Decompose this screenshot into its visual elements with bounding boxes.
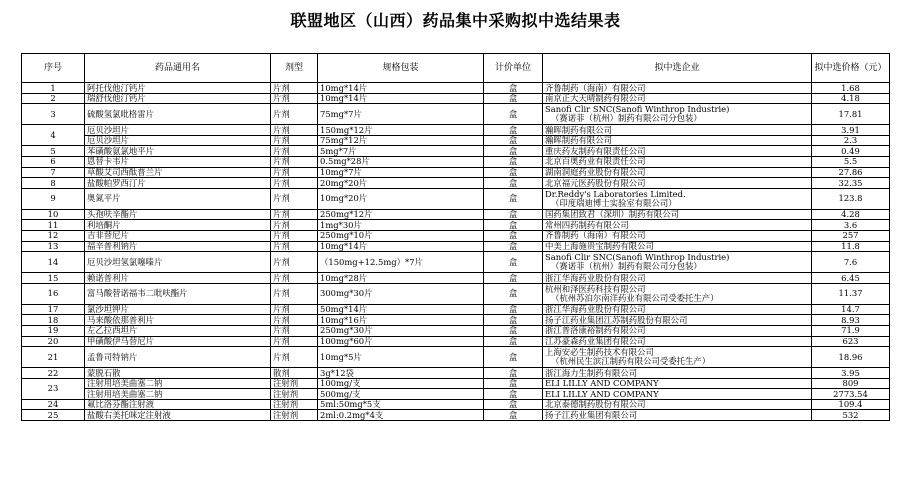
cell-spec: 10mg*28片 — [318, 273, 484, 284]
cell-name: 甲磺酸伊马替尼片 — [85, 336, 271, 347]
header-price: 拟中选价格（元） — [812, 54, 890, 83]
cell-name: 瑞舒伐他汀钙片 — [85, 93, 271, 104]
table-row — [22, 220, 890, 231]
header-index: 序号 — [22, 54, 85, 83]
cell-unit: 盒 — [484, 125, 543, 136]
cell-company — [543, 304, 812, 315]
company-name: 扬子江药业集团有限公司 — [545, 409, 638, 420]
cell-form: 片剂 — [271, 304, 318, 315]
cell-price: 18.96 — [812, 347, 890, 368]
cell-price: 3.91 — [812, 125, 890, 136]
table-row — [22, 241, 890, 252]
cell-form: 片剂 — [271, 315, 318, 326]
cell-form: 片剂 — [271, 93, 318, 104]
cell-company — [543, 188, 812, 209]
cell-index: 7 — [22, 167, 85, 178]
table-row — [22, 104, 890, 125]
header-company: 拟中选企业 — [543, 54, 812, 83]
cell-unit: 盒 — [484, 220, 543, 231]
cell-spec: 2ml:0.2mg*4支 — [318, 410, 484, 421]
cell-spec: 20mg*20片 — [318, 178, 484, 189]
cell-spec: 5ml:50mg*5支 — [318, 399, 484, 410]
company-name: 湖南洞庭药业股份有限公司 — [545, 167, 646, 178]
company-name: Dr.Reddy's Laboratories Limited. — [545, 188, 686, 199]
cell-price: 14.7 — [812, 304, 890, 315]
cell-price: 809 — [812, 378, 890, 389]
company-name: 浙江华海药业股份有限公司 — [545, 304, 646, 315]
cell-form: 片剂 — [271, 104, 318, 125]
cell-form: 片剂 — [271, 209, 318, 220]
cell-price: 0.49 — [812, 146, 890, 157]
cell-index: 17 — [22, 304, 85, 315]
cell-unit: 盒 — [484, 93, 543, 104]
cell-spec: 100mg/支 — [318, 378, 484, 389]
cell-company — [543, 378, 812, 389]
cell-index: 16 — [22, 283, 85, 304]
cell-form: 片剂 — [271, 325, 318, 336]
cell-company — [543, 368, 812, 379]
cell-name: 氯沙坦钾片 — [85, 304, 271, 315]
table-row — [22, 167, 890, 178]
cell-price: 623 — [812, 336, 890, 347]
company-name: 上海安必生制药技术有限公司 — [545, 347, 654, 358]
company-name: 瀚晖制药有限公司 — [545, 135, 612, 146]
cell-price: 1.68 — [812, 83, 890, 94]
company-name: Sanofi Clir SNC(Sanofi Winthrop Industrie) — [545, 104, 730, 115]
table-row — [22, 283, 890, 304]
cell-price: 257 — [812, 230, 890, 241]
cell-company — [543, 146, 812, 157]
header-form: 剂型 — [271, 54, 318, 83]
cell-form: 注射剂 — [271, 389, 318, 400]
cell-form: 片剂 — [271, 156, 318, 167]
cell-form: 片剂 — [271, 220, 318, 231]
cell-form: 片剂 — [271, 188, 318, 209]
cell-price: 11.8 — [812, 241, 890, 252]
cell-company — [543, 125, 812, 136]
cell-name: 厄贝沙坦片 — [85, 125, 271, 136]
cell-unit: 盒 — [484, 178, 543, 189]
cell-index: 1 — [22, 83, 85, 94]
company-note: （印度瑞迪博士实验室有限公司） — [551, 197, 677, 208]
cell-unit: 盒 — [484, 83, 543, 94]
cell-company — [543, 135, 812, 146]
cell-name: 厄贝沙坦氢氯噻嗪片 — [85, 252, 271, 273]
cell-price: 6.45 — [812, 273, 890, 284]
cell-name: 马来酸依那普利片 — [85, 315, 271, 326]
cell-unit: 盒 — [484, 283, 543, 304]
cell-company — [543, 178, 812, 189]
cell-company — [543, 167, 812, 178]
company-name: 南京正大天晴制药有限公司 — [545, 93, 646, 104]
company-name: 浙江海力生制药有限公司 — [545, 367, 638, 378]
table-row — [22, 368, 890, 379]
table-row — [22, 399, 890, 410]
cell-price: 4.18 — [812, 93, 890, 104]
cell-company — [543, 325, 812, 336]
table-row — [22, 378, 890, 389]
cell-form: 片剂 — [271, 230, 318, 241]
cell-spec: 10mg*20片 — [318, 188, 484, 209]
cell-form: 片剂 — [271, 336, 318, 347]
cell-name: 利培酮片 — [85, 220, 271, 231]
cell-unit: 盒 — [484, 241, 543, 252]
cell-index: 4 — [22, 125, 85, 146]
company-note: （赛诺菲（杭州）制药有限公司分包装） — [551, 113, 702, 124]
table-row — [22, 410, 890, 421]
page-title: 联盟地区（山西）药品集中采购拟中选结果表 — [290, 11, 621, 30]
table-body — [22, 83, 890, 421]
company-name: 北京百奥药业有限责任公司 — [545, 156, 646, 167]
cell-unit: 盒 — [484, 209, 543, 220]
cell-index: 9 — [22, 188, 85, 209]
cell-spec: 250mg*10片 — [318, 230, 484, 241]
cell-form: 片剂 — [271, 178, 318, 189]
cell-company — [543, 93, 812, 104]
cell-form: 注射剂 — [271, 399, 318, 410]
cell-form: 片剂 — [271, 125, 318, 136]
cell-name: 苯磺酸氨氯地平片 — [85, 146, 271, 157]
table-row — [22, 125, 890, 136]
cell-spec: 250mg*30片 — [318, 325, 484, 336]
cell-price: 27.86 — [812, 167, 890, 178]
table-row — [22, 336, 890, 347]
cell-company — [543, 156, 812, 167]
table-row — [22, 230, 890, 241]
cell-company — [543, 336, 812, 347]
cell-name: 富马酸替诺福韦二吡呋酯片 — [85, 283, 271, 304]
cell-name: 盐酸右美托咪定注射液 — [85, 410, 271, 421]
cell-index: 5 — [22, 146, 85, 157]
cell-price: 3.95 — [812, 368, 890, 379]
cell-unit: 盒 — [484, 304, 543, 315]
cell-form: 散剂 — [271, 368, 318, 379]
cell-unit: 盒 — [484, 252, 543, 273]
header-spec: 规格包装 — [318, 54, 484, 83]
cell-index: 11 — [22, 220, 85, 231]
cell-price: 17.81 — [812, 104, 890, 125]
cell-spec: 1mg*30片 — [318, 220, 484, 231]
cell-index: 10 — [22, 209, 85, 220]
cell-price: 11.37 — [812, 283, 890, 304]
cell-unit: 盒 — [484, 336, 543, 347]
cell-spec: 50mg*14片 — [318, 304, 484, 315]
cell-index: 8 — [22, 178, 85, 189]
cell-company — [543, 410, 812, 421]
cell-spec: 150mg*12片 — [318, 125, 484, 136]
cell-spec: 3g*12袋 — [318, 368, 484, 379]
cell-spec: 10mg*14片 — [318, 241, 484, 252]
cell-company — [543, 283, 812, 304]
cell-name: 孟鲁司特钠片 — [85, 347, 271, 368]
cell-form: 注射剂 — [271, 378, 318, 389]
table-row — [22, 188, 890, 209]
table-row — [22, 389, 890, 400]
table-row — [22, 93, 890, 104]
company-name: 中美上海施贵宝制药有限公司 — [545, 241, 654, 252]
cell-company — [543, 83, 812, 94]
company-name: 浙江普洛康裕制药有限公司 — [545, 325, 646, 336]
cell-name: 注射用培美曲塞二钠 — [85, 389, 271, 400]
cell-spec: 10mg*14片 — [318, 93, 484, 104]
cell-index: 19 — [22, 325, 85, 336]
cell-name: 盐酸帕罗西汀片 — [85, 178, 271, 189]
table-row — [22, 135, 890, 146]
cell-name: 注射用培美曲塞二钠 — [85, 378, 271, 389]
cell-unit: 盒 — [484, 410, 543, 421]
cell-index: 22 — [22, 368, 85, 379]
cell-unit: 盒 — [484, 188, 543, 209]
cell-price: 109.4 — [812, 399, 890, 410]
cell-unit: 盒 — [484, 135, 543, 146]
cell-company — [543, 315, 812, 326]
cell-name: 硫酸氢氯吡格雷片 — [85, 104, 271, 125]
cell-unit: 盒 — [484, 368, 543, 379]
cell-index: 20 — [22, 336, 85, 347]
cell-index: 25 — [22, 410, 85, 421]
cell-unit: 盒 — [484, 378, 543, 389]
cell-company — [543, 252, 812, 273]
cell-price: 2773.54 — [812, 389, 890, 400]
cell-unit: 盒 — [484, 104, 543, 125]
table-row — [22, 209, 890, 220]
table-row — [22, 347, 890, 368]
cell-name: 福辛普利钠片 — [85, 241, 271, 252]
table-row — [22, 146, 890, 157]
cell-spec: 100mg*60片 — [318, 336, 484, 347]
company-name: 齐鲁制药（海南）有限公司 — [545, 82, 646, 93]
cell-name: 奥氮平片 — [85, 188, 271, 209]
cell-name: 左乙拉西坦片 — [85, 325, 271, 336]
cell-spec: 75mg*12片 — [318, 135, 484, 146]
cell-price: 32.35 — [812, 178, 890, 189]
company-name: 瀚晖制药有限公司 — [545, 124, 612, 135]
company-name: 重庆药友制药有限责任公司 — [545, 145, 646, 156]
header-unit: 计价单位 — [484, 54, 543, 83]
cell-price: 3.6 — [812, 220, 890, 231]
cell-index: 2 — [22, 93, 85, 104]
cell-company — [543, 230, 812, 241]
cell-index: 23 — [22, 378, 85, 399]
cell-index: 24 — [22, 399, 85, 410]
cell-name: 蒙脱石散 — [85, 368, 271, 379]
header-name: 药品通用名 — [85, 54, 271, 83]
cell-unit: 盒 — [484, 146, 543, 157]
cell-unit: 盒 — [484, 230, 543, 241]
cell-price: 532 — [812, 410, 890, 421]
cell-index: 14 — [22, 252, 85, 273]
company-note: （杭州苏泊尔南洋药业有限公司受委托生产） — [551, 292, 719, 303]
cell-price: 8.93 — [812, 315, 890, 326]
cell-name: 恩替卡韦片 — [85, 156, 271, 167]
table-row — [22, 273, 890, 284]
cell-index: 13 — [22, 241, 85, 252]
cell-price: 7.6 — [812, 252, 890, 273]
cell-company — [543, 241, 812, 252]
cell-index: 21 — [22, 347, 85, 368]
table-row — [22, 83, 890, 94]
company-name: 江苏豪森药业集团有限公司 — [545, 336, 646, 346]
cell-spec: 0.5mg*28片 — [318, 156, 484, 167]
cell-unit: 盒 — [484, 273, 543, 284]
company-name: 扬子江药业集团江苏制药股份有限公司 — [545, 314, 688, 325]
table-row — [22, 156, 890, 167]
table-row — [22, 325, 890, 336]
cell-company — [543, 209, 812, 220]
header-row — [22, 54, 890, 83]
cell-company — [543, 104, 812, 125]
company-name: ELI LILLY AND COMPANY — [545, 388, 659, 399]
cell-name: 氟比洛芬酯注射液 — [85, 399, 271, 410]
company-name: 北京泰德制药股份有限公司 — [545, 399, 646, 410]
company-note: （杭州民生滨江制药有限公司受委托生产） — [551, 356, 711, 367]
table-row — [22, 304, 890, 315]
cell-spec: 500mg/支 — [318, 389, 484, 400]
company-name: ELI LILLY AND COMPANY — [545, 378, 659, 389]
cell-name: 阿托伐他汀钙片 — [85, 83, 271, 94]
cell-index: 15 — [22, 273, 85, 284]
cell-name: 草酸艾司西酞普兰片 — [85, 167, 271, 178]
cell-form: 片剂 — [271, 347, 318, 368]
company-name: 常州四药制药有限公司 — [545, 219, 629, 230]
cell-price: 4.28 — [812, 209, 890, 220]
cell-unit: 盒 — [484, 315, 543, 326]
cell-spec: 75mg*7片 — [318, 104, 484, 125]
company-name: 浙江华海药业股份有限公司 — [545, 272, 646, 283]
cell-company — [543, 389, 812, 400]
cell-form: 片剂 — [271, 167, 318, 178]
table-row — [22, 252, 890, 273]
company-note: （赛诺菲（杭州）制药有限公司分包装） — [551, 261, 702, 272]
cell-index: 18 — [22, 315, 85, 326]
cell-spec: 5mg*7片 — [318, 146, 484, 157]
cell-price: 71.9 — [812, 325, 890, 336]
cell-form: 片剂 — [271, 283, 318, 304]
cell-price: 123.8 — [812, 188, 890, 209]
cell-form: 注射剂 — [271, 410, 318, 421]
cell-form: 片剂 — [271, 83, 318, 94]
cell-form: 片剂 — [271, 273, 318, 284]
results-table — [21, 53, 890, 421]
cell-spec: 300mg*30片 — [318, 283, 484, 304]
cell-form: 片剂 — [271, 252, 318, 273]
cell-price: 5.5 — [812, 156, 890, 167]
cell-company — [543, 220, 812, 231]
cell-name: 吉非替尼片 — [85, 230, 271, 241]
cell-company — [543, 273, 812, 284]
cell-name: 头孢呋辛酯片 — [85, 209, 271, 220]
cell-company — [543, 347, 812, 368]
cell-unit: 盒 — [484, 347, 543, 368]
company-name: 杭州和泽医药科技有限公司 — [545, 283, 646, 294]
company-name: Sanofi Clir SNC(Sanofi Winthrop Industrie) — [545, 252, 730, 263]
cell-spec: 10mg*16片 — [318, 315, 484, 326]
cell-spec: 10mg*5片 — [318, 347, 484, 368]
company-name: 齐鲁制药（海南）有限公司 — [545, 230, 646, 241]
table-row — [22, 178, 890, 189]
cell-unit: 盒 — [484, 399, 543, 410]
table-row — [22, 315, 890, 326]
cell-index: 3 — [22, 104, 85, 125]
cell-spec: 10mg*7片 — [318, 167, 484, 178]
cell-spec: 10mg*14片 — [318, 83, 484, 94]
company-name: 北京福元医药股份有限公司 — [545, 177, 646, 188]
cell-form: 片剂 — [271, 241, 318, 252]
cell-index: 6 — [22, 156, 85, 167]
cell-form: 片剂 — [271, 146, 318, 157]
cell-unit: 盒 — [484, 156, 543, 167]
cell-name: 厄贝沙坦片 — [85, 135, 271, 146]
cell-price: 2.3 — [812, 135, 890, 146]
cell-unit: 盒 — [484, 325, 543, 336]
company-name: 国药集团致君（深圳）制药有限公司 — [545, 209, 679, 220]
cell-unit: 盒 — [484, 389, 543, 400]
cell-form: 片剂 — [271, 135, 318, 146]
cell-company — [543, 399, 812, 410]
cell-spec: 250mg*12片 — [318, 209, 484, 220]
cell-name: 赖诺普利片 — [85, 273, 271, 284]
cell-unit: 盒 — [484, 167, 543, 178]
cell-index: 12 — [22, 230, 85, 241]
cell-spec: （150mg+12.5mg）*7片 — [318, 252, 484, 273]
